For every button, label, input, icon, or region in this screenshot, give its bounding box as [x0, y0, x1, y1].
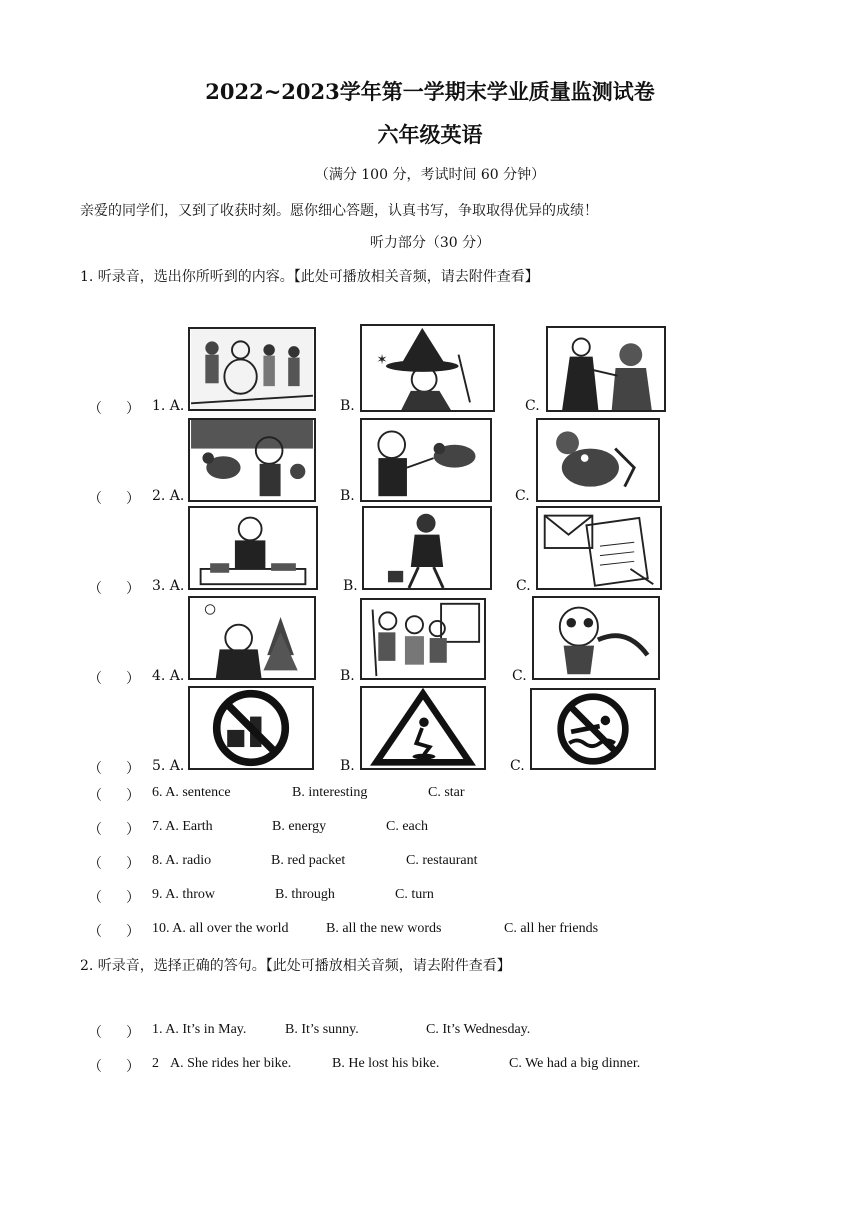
- option-label-c: C.: [515, 488, 530, 504]
- exam-title: 2022~2023学年第一学期末学业质量监测试卷: [205, 79, 655, 104]
- picture-3c: [536, 506, 662, 590]
- option-label-c: C.: [516, 578, 531, 594]
- picture-2c: [536, 418, 660, 502]
- section-heading: 听力部分（30 分）: [369, 235, 491, 251]
- answer-paren-close: ）: [126, 856, 140, 872]
- answer-paren-open: （: [88, 788, 102, 804]
- no-eating-sign-icon: [188, 686, 314, 770]
- option-label-c: C.: [525, 398, 540, 414]
- item-label: 4. A.: [152, 668, 185, 684]
- option-c: C. each: [386, 819, 428, 834]
- option-b: B. interesting: [292, 785, 368, 800]
- answer-paren-close: ）: [126, 581, 140, 597]
- option-a: 6. A. sentence: [152, 785, 231, 800]
- option-c: C. star: [428, 785, 465, 800]
- option-b: B. all the new words: [326, 921, 442, 936]
- answer-paren-close: ）: [126, 761, 140, 777]
- option-label-b: B.: [340, 398, 355, 414]
- picture-3b: [362, 506, 492, 590]
- answer-paren-open: （: [88, 671, 102, 687]
- exam-note: （满分 100 分，考试时间 60 分钟）: [314, 167, 546, 183]
- part1-instruction: 1. 听录音，选出你所听到的内容。【此处可播放相关音频，请去附件查看】: [80, 269, 539, 285]
- option-b: B. He lost his bike.: [332, 1056, 440, 1071]
- picture-4a: [188, 596, 316, 680]
- option-c: C. restaurant: [406, 853, 478, 868]
- option-a: 10. A. all over the world: [152, 921, 289, 936]
- picture-2b: [360, 418, 492, 502]
- option-b: B. red packet: [271, 853, 346, 868]
- option-label-b: B.: [340, 668, 355, 684]
- picture-3a: [188, 506, 318, 590]
- svg-text:✶: ✶: [376, 353, 388, 369]
- answer-paren-open: （: [88, 1059, 102, 1075]
- answer-paren-open: （: [88, 856, 102, 872]
- answer-paren-close: ）: [126, 822, 140, 838]
- item-label: 2. A.: [152, 488, 185, 504]
- option-b: B. through: [275, 887, 335, 902]
- answer-paren-open: （: [88, 491, 102, 507]
- picture-4b: [360, 598, 486, 680]
- item-number: 2: [152, 1056, 159, 1071]
- option-c: C. It’s Wednesday.: [426, 1022, 531, 1037]
- picture-2a: [188, 418, 316, 502]
- option-b: B. energy: [272, 819, 327, 834]
- answer-paren-close: ）: [126, 1025, 140, 1041]
- option-label-b: B.: [343, 578, 358, 594]
- picture-4c: [532, 596, 660, 680]
- answer-paren-close: ）: [126, 788, 140, 804]
- answer-paren-open: （: [88, 401, 102, 417]
- part2-instruction: 2. 听录音，选择正确的答句。【此处可播放相关音频，请去附件查看】: [80, 958, 511, 974]
- option-c: C. We had a big dinner.: [509, 1056, 641, 1071]
- answer-paren-close: ）: [126, 924, 140, 940]
- picture-1c: [546, 326, 666, 412]
- greeting-text: 亲爱的同学们，又到了收获时刻。愿你细心答题，认真书写，争取取得优异的成绩！: [80, 203, 598, 219]
- answer-paren-close: ）: [126, 890, 140, 906]
- exam-subtitle: 六年级英语: [377, 122, 483, 147]
- answer-paren-open: （: [88, 581, 102, 597]
- option-c: C. turn: [395, 887, 434, 902]
- answer-paren-open: （: [88, 822, 102, 838]
- no-swimming-sign-icon: [530, 688, 656, 770]
- answer-paren-open: （: [88, 1025, 102, 1041]
- answer-paren-open: （: [88, 890, 102, 906]
- option-a: 7. A. Earth: [152, 819, 213, 834]
- option-label-b: B.: [340, 488, 355, 504]
- option-c: C. all her friends: [504, 921, 599, 936]
- item-label: 5. A.: [152, 758, 185, 774]
- wet-floor-warning-icon: [360, 686, 486, 770]
- answer-paren-close: ）: [126, 1059, 140, 1075]
- item-label: 3. A.: [152, 578, 185, 594]
- item-label: 1. A.: [152, 398, 185, 414]
- picture-1a: [188, 327, 316, 411]
- answer-paren-open: （: [88, 761, 102, 777]
- option-label-c: C.: [512, 668, 527, 684]
- answer-paren-close: ）: [126, 491, 140, 507]
- option-a: 8. A. radio: [152, 853, 212, 868]
- option-label-c: C.: [510, 758, 525, 774]
- answer-paren-close: ）: [126, 671, 140, 687]
- option-label-b: B.: [340, 758, 355, 774]
- option-a: 1. A. It’s in May.: [152, 1022, 247, 1037]
- option-a: 9. A. throw: [152, 887, 215, 902]
- option-a: A. She rides her bike.: [170, 1056, 292, 1071]
- option-b: B. It’s sunny.: [285, 1022, 359, 1037]
- answer-paren-close: ）: [126, 401, 140, 417]
- answer-paren-open: （: [88, 924, 102, 940]
- picture-1b: [360, 324, 495, 412]
